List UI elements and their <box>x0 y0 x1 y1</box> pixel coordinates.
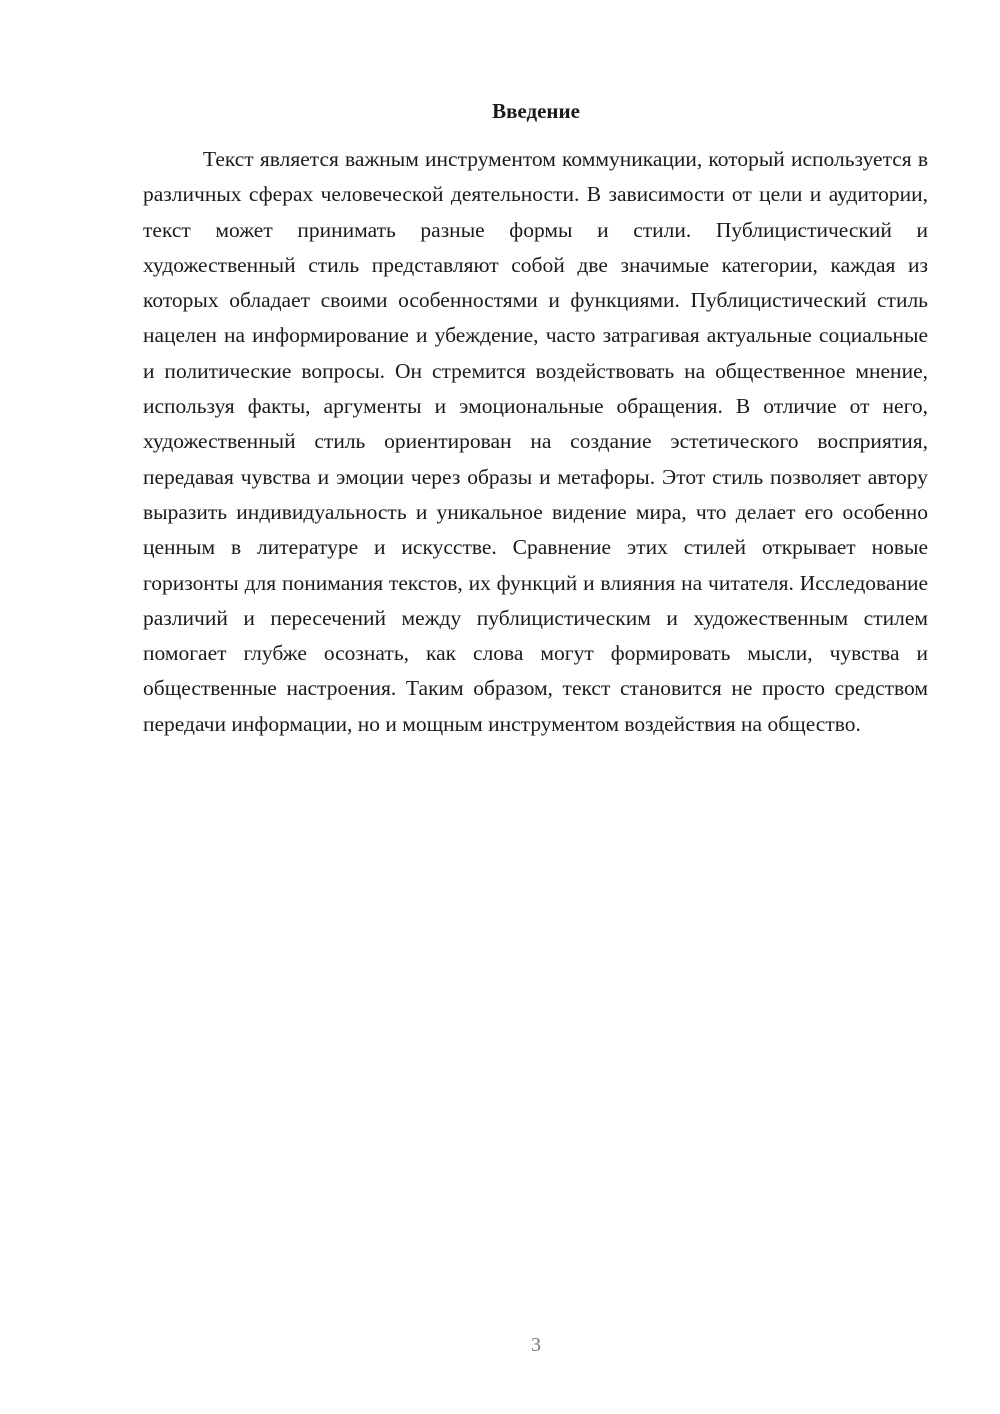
page-number: 3 <box>531 1334 541 1356</box>
section-heading: Введение <box>492 99 580 123</box>
body-paragraph: Текст является важным инструментом коммуникации, который используется в различных сферах человеческой деятельности. В зависимости от цели и аудитории, текст может принимать разные формы и стили. Публицистический и художественный стиль представляют собой две значимые категории, каждая из которых обладает своими особенностями и функциями. Публицистический стиль нацелен на информирование и убеждение, часто затрагивая актуальные социальные и политические вопросы. Он стремится воздействовать на общественное мнение, используя факты, аргументы и эмоциональные обращения. В отличие от него, художественный стиль ориентирован на создание эстетического восприятия, передавая чувства и эмоции через образы и метафоры. Этот стиль позволяет автору выразить индивидуальность и уникальное видение мира, что делает его особенно ценным в литературе и искусстве. Сравнение этих стилей открывает новые горизонты для понимания текстов, их функций и влияния на читателя. Исследование различий и пересечений между публицистическим и художественным стилем помогает глубже осознать, как слова могут формировать мысли, чувства и общественные настроения. Таким образом, текст становится не просто средством передачи информации, но и мощным инструментом воздействия на общество. <box>143 147 928 736</box>
